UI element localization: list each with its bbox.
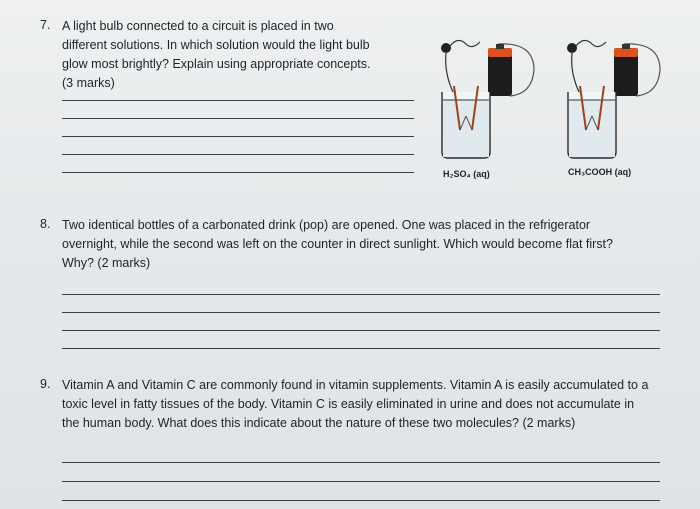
answer-line-7-1[interactable] xyxy=(62,100,414,101)
beaker-icon xyxy=(442,86,490,158)
answer-line-9-3[interactable] xyxy=(62,500,660,501)
solution-label-acetic-acid: CH₃COOH (aq) xyxy=(568,167,632,177)
question-9-line-1: Vitamin A and Vitamin C are commonly found in vitamin supplements. Vitamin A is easily accumulated to a xyxy=(62,378,649,392)
answer-line-8-3[interactable] xyxy=(62,330,660,331)
question-9-line-2: toxic level in fatty tissues of the body. Vitamin C is easily eliminated in urine and does not accumulate in xyxy=(62,397,635,411)
question-8-line-2: overnight, while the second was left on the counter in direct sunlight. Which would become flat first? xyxy=(62,237,613,251)
answer-line-7-2[interactable] xyxy=(62,118,414,119)
question-8-line-3: Why? (2 marks) xyxy=(62,256,151,270)
question-7-number: 7. xyxy=(40,18,51,32)
answer-line-8-4[interactable] xyxy=(62,348,660,349)
question-8-number: 8. xyxy=(40,217,51,231)
answer-line-7-5[interactable] xyxy=(62,172,414,173)
circuit-diagram-sulfuric-acid xyxy=(436,34,546,164)
question-9-line-3: the human body. What does this indicate about the nature of these two molecules? (2 marks) xyxy=(62,416,576,430)
battery-icon xyxy=(614,44,638,96)
circuit-diagram-acetic-acid xyxy=(562,34,672,164)
answer-line-8-1[interactable] xyxy=(62,294,660,295)
answer-line-7-4[interactable] xyxy=(62,154,414,155)
question-9-number: 9. xyxy=(40,377,51,391)
question-9-text xyxy=(62,376,682,433)
bulb-icon xyxy=(567,40,606,53)
question-8-line-1: Two identical bottles of a carbonated drink (pop) are opened. One was placed in the refrigerator xyxy=(62,218,591,232)
bulb-icon xyxy=(441,40,480,53)
solution-label-sulfuric-acid: H₂SO₄ (aq) xyxy=(443,169,490,179)
beaker-icon xyxy=(568,86,616,158)
question-7-line-4: (3 marks) xyxy=(62,76,115,90)
question-7-line-2: different solutions. In which solution would the light bulb xyxy=(62,38,370,52)
question-7-text xyxy=(62,17,422,93)
answer-line-9-2[interactable] xyxy=(62,481,660,482)
battery-icon xyxy=(488,44,512,96)
answer-line-7-3[interactable] xyxy=(62,136,414,137)
question-7-line-3: glow most brightly? Explain using appropriate concepts. xyxy=(62,57,371,71)
answer-line-9-1[interactable] xyxy=(62,462,660,463)
question-8-text xyxy=(62,216,682,273)
question-7-line-1: A light bulb connected to a circuit is placed in two xyxy=(62,19,334,33)
answer-line-8-2[interactable] xyxy=(62,312,660,313)
